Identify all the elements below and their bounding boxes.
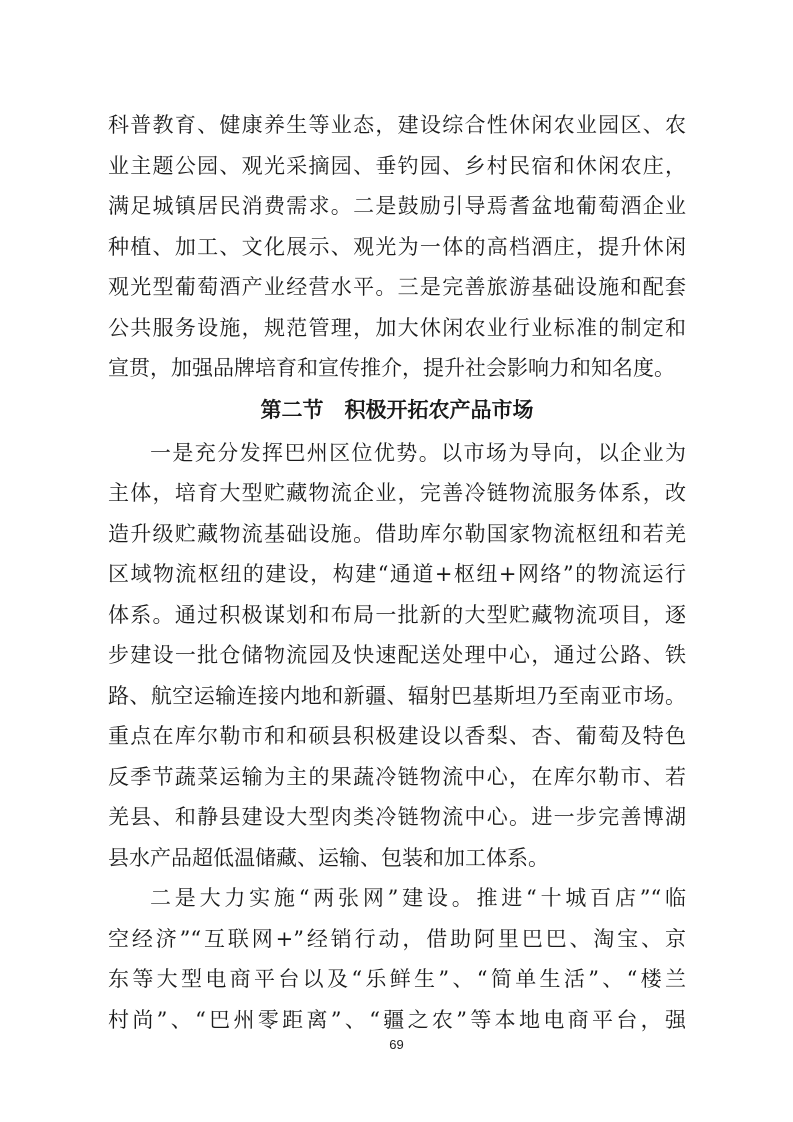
text-line: 种植、加工、文化展示、观光为一体的高档酒庄，提升休闲 xyxy=(108,235,686,259)
text-line: 宣贯，加强品牌培育和宣传推介，提升社会影响力和知名度。 xyxy=(108,356,675,380)
text-line: 体系。通过积极谋划和布局一批新的大型贮藏物流项目，逐 xyxy=(108,603,686,627)
text-line: 科普教育、健康养生等业态，建设综合性休闲农业园区、农 xyxy=(108,113,686,137)
text-line: 业主题公园、观光采摘园、垂钓园、乡村民宿和休闲农庄， xyxy=(108,154,686,178)
text-line: 区域物流枢纽的建设，构建“通道+枢纽+网络”的物流运行 xyxy=(108,562,686,586)
text-line: 东等大型电商平台以及“乐鲜生”、“简单生活”、“楼兰 xyxy=(108,967,686,991)
text-line: 重点在库尔勒市和和硕县积极建设以香梨、杏、葡萄及特色 xyxy=(108,724,686,748)
text-line: 公共服务设施，规范管理，加大休闲农业行业标准的制定和 xyxy=(108,316,686,340)
text-line: 县水产品超低温储藏、运输、包装和加工体系。 xyxy=(108,846,549,870)
text-line: 一是充分发挥巴州区位优势。以市场为导向，以企业为 xyxy=(150,441,686,465)
text-line: 空经济”“互联网+”经销行动，借助阿里巴巴、淘宝、京 xyxy=(108,927,686,951)
text-line: 步建设一批仓储物流园及快速配送处理中心，通过公路、铁 xyxy=(108,643,686,667)
text-line: 主体，培育大型贮藏物流企业，完善冷链物流服务体系，改 xyxy=(108,481,686,505)
text-line: 二是大力实施“两张网”建设。推进“十城百店”“临 xyxy=(150,886,686,910)
text-line: 羌县、和静县建设大型肉类冷链物流中心。进一步完善博湖 xyxy=(108,805,686,829)
text-line: 造升级贮藏物流基础设施。借助库尔勒国家物流枢纽和若羌 xyxy=(108,522,686,546)
text-line: 反季节蔬菜运输为主的果蔬冷链物流中心，在库尔勒市、若 xyxy=(108,765,686,789)
text-line: 观光型葡萄酒产业经营水平。三是完善旅游基础设施和配套 xyxy=(108,275,686,299)
text-line: 满足城镇居民消费需求。二是鼓励引导焉耆盆地葡萄酒企业 xyxy=(108,194,686,218)
text-line: 村尚”、“巴州零距离”、“疆之农”等本地电商平台，强 xyxy=(108,1008,686,1032)
section-heading: 第二节 积极开拓农产品市场 xyxy=(260,398,534,422)
page-number: 69 xyxy=(389,1037,404,1052)
text-line: 路、航空运输连接内地和新疆、辐射巴基斯坦乃至南亚市场。 xyxy=(108,684,686,708)
